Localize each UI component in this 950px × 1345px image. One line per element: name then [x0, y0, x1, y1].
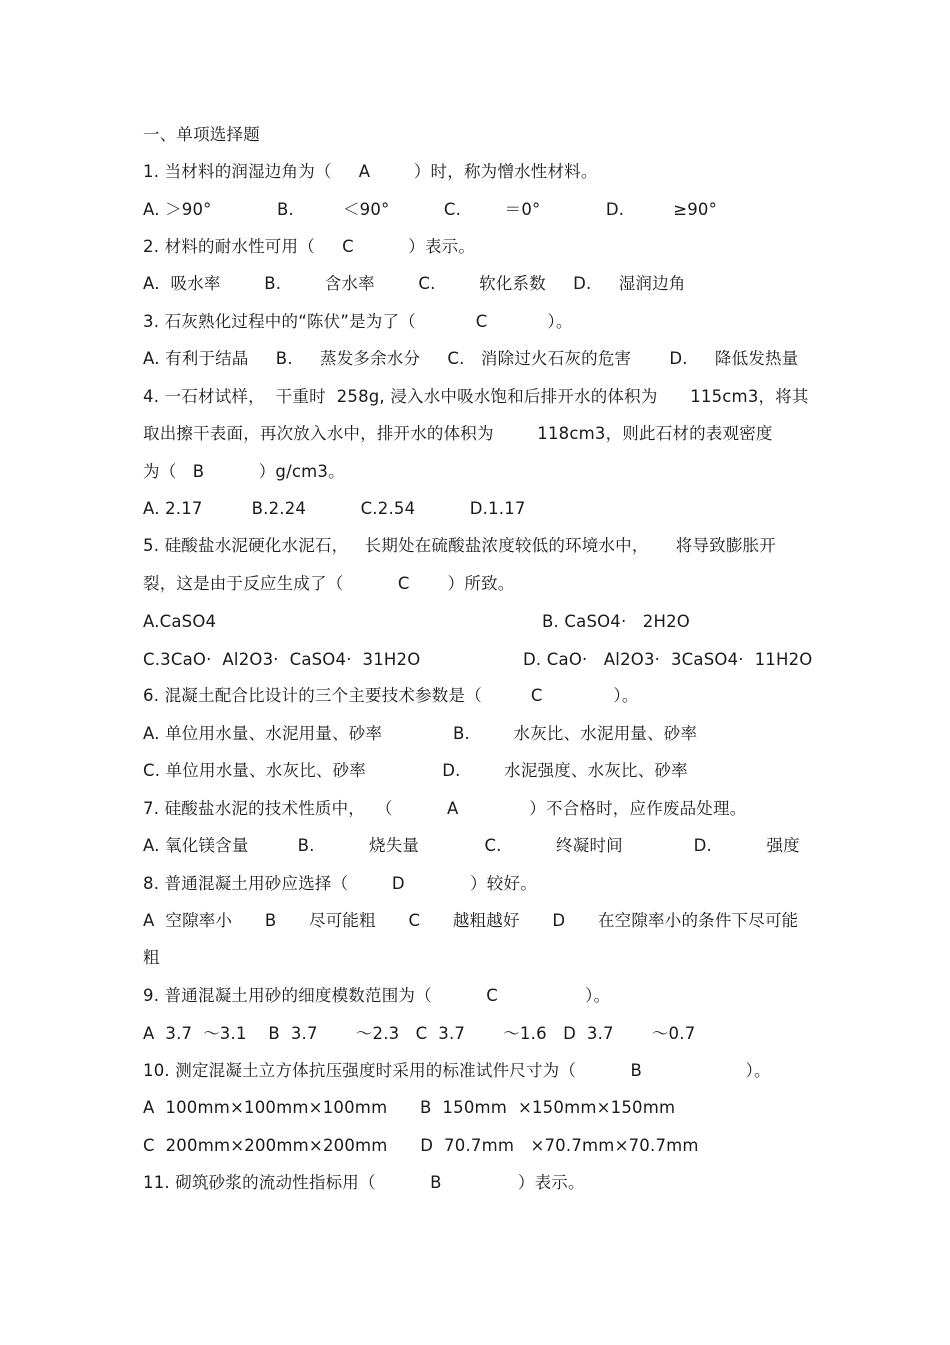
question-5-option-a: A.CaSO4: [143, 612, 217, 631]
section-title: 一、单项选择题: [143, 125, 260, 144]
question-1: 1. 当材料的润湿边角为（ A ）时，称为憎水性材料。: [143, 162, 598, 181]
question-11: 11. 砌筑砂浆的流动性指标用（ B ）表示。: [143, 1173, 585, 1192]
question-10-options-cd: C 200mm×200mm×200mm D 70.7mm ×70.7mm×70.7mm: [143, 1136, 699, 1155]
question-4-line-2: 取出擦干表面，再次放入水中，排开水的体积为 118cm3，则此石材的表观密度: [143, 424, 773, 443]
question-3-options: A. 有利于结晶 B. 蒸发多余水分 C. 消除过火石灰的危害 D. 降低发热量: [143, 349, 799, 368]
question-5-option-b: B. CaSO4· 2H2O: [542, 612, 690, 631]
question-8: 8. 普通混凝土用砂应选择（ D ）较好。: [143, 874, 537, 893]
question-6-options-cd: C. 单位用水量、水灰比、砂率 D. 水泥强度、水灰比、砂率: [143, 761, 688, 780]
question-8-options-line-1: A 空隙率小 B 尽可能粗 C 越粗越好 D 在空隙率小的条件下尽可能: [143, 911, 799, 930]
question-6: 6. 混凝土配合比设计的三个主要技术参数是（ C ）。: [143, 686, 639, 705]
question-9: 9. 普通混凝土用砂的细度模数范围为（ C ）。: [143, 986, 611, 1005]
question-2: 2. 材料的耐水性可用（ C ）表示。: [143, 237, 476, 256]
question-3: 3. 石灰熟化过程中的“陈伏”是为了（ C ）。: [143, 312, 573, 331]
question-8-options-line-2: 粗: [143, 948, 160, 967]
question-4-options: A. 2.17 B.2.24 C.2.54 D.1.17: [143, 499, 526, 518]
question-7-options: A. 氧化镁含量 B. 烧失量 C. 终凝时间 D. 强度: [143, 836, 800, 855]
question-5-option-d: D. CaO· Al2O3· 3CaSO4· 11H2O: [523, 650, 813, 669]
question-4-line-1: 4. 一石材试样， 干重时 258g, 浸入水中吸水饱和后排开水的体积为 115cm3，将其: [143, 387, 809, 406]
question-1-options: A. ＞90° B. ＜90° C. ＝0° D. ≥90°: [143, 200, 718, 219]
question-5-line-1: 5. 硅酸盐水泥硬化水泥石， 长期处在硫酸盐浓度较低的环境水中， 将导致膨胀开: [143, 536, 776, 555]
question-9-options: A 3.7 ～3.1 B 3.7 ～2.3 C 3.7 ～1.6 D 3.7 ～0.7: [143, 1024, 696, 1043]
question-10-options-ab: A 100mm×100mm×100mm B 150mm ×150mm×150mm: [143, 1098, 676, 1117]
question-5-option-c: C.3CaO· Al2O3· CaSO4· 31H2O: [143, 650, 421, 669]
question-7: 7. 硅酸盐水泥的技术性质中， （ A ）不合格时，应作废品处理。: [143, 799, 747, 818]
question-2-options: A. 吸水率 B. 含水率 C. 软化系数 D. 湿润边角: [143, 274, 686, 293]
question-4-line-3: 为（ B ）g/cm3。: [143, 462, 345, 481]
question-10: 10. 测定混凝土立方体抗压强度时采用的标准试件尺寸为（ B ）。: [143, 1061, 771, 1080]
question-6-options-ab: A. 单位用水量、水泥用量、砂率 B. 水灰比、水泥用量、砂率: [143, 724, 698, 743]
question-5-line-2: 裂，这是由于反应生成了（ C ）所致。: [143, 574, 515, 593]
